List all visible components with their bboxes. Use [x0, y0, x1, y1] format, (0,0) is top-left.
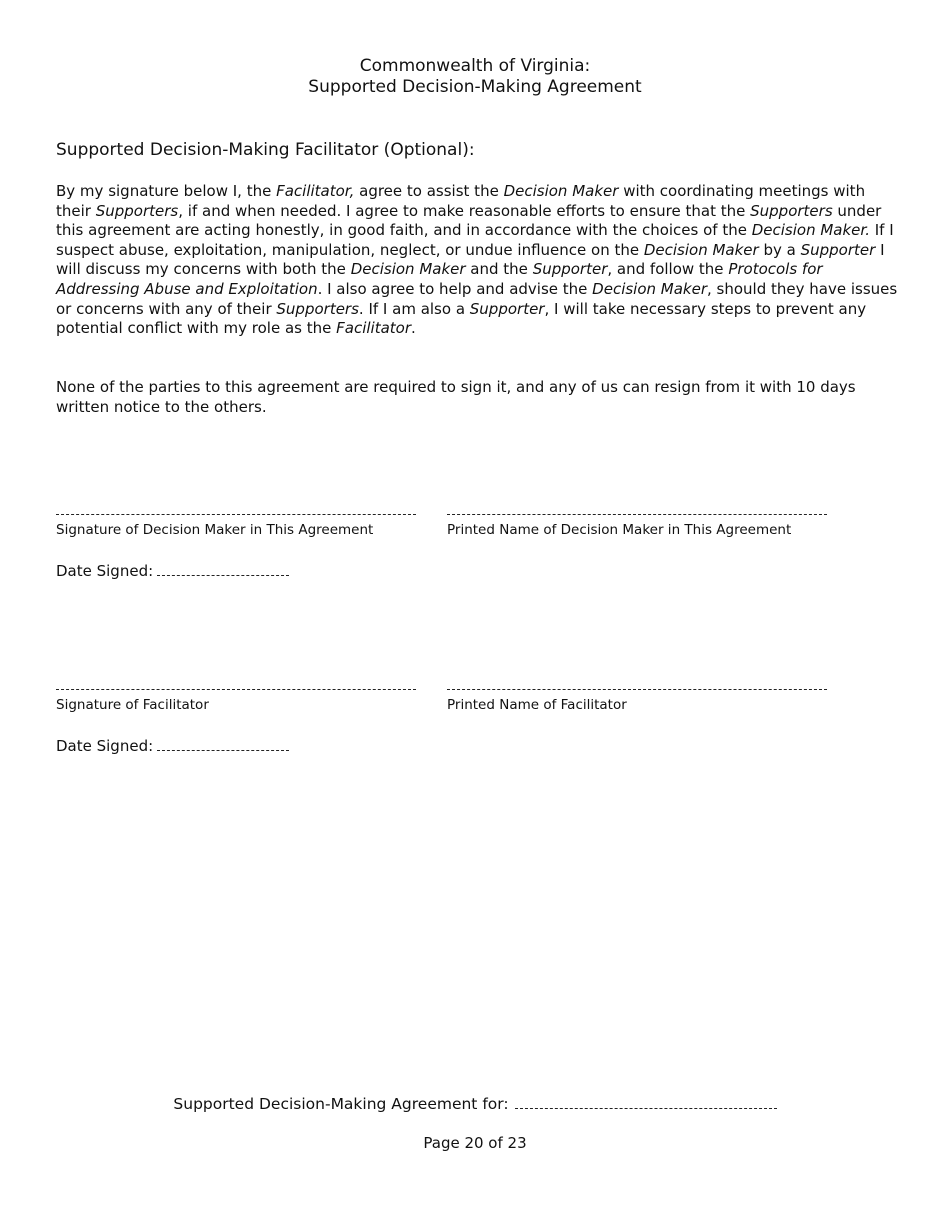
footer-agreement-for-label: Supported Decision-Making Agreement for: — [173, 1095, 509, 1113]
paragraph-text: . If I am also a — [358, 299, 470, 318]
paragraph-text: under this agreement are acting honestly, in good faith, and in accordance with the choices of the — [56, 201, 882, 240]
section-title: Supported Decision-Making Facilitator (Optional): — [56, 140, 475, 160]
footer-agreement-for — [0, 1094, 950, 1114]
paragraph-term: Supporters — [750, 201, 833, 220]
header-line-1: Commonwealth of Virginia: — [359, 56, 591, 76]
decision-maker-printed-name-line[interactable] — [447, 514, 827, 515]
paragraph-term: Decision Maker — [503, 182, 619, 200]
document-header — [0, 56, 950, 98]
paragraph-text: by a — [758, 240, 801, 259]
facilitator-printed-name-line[interactable] — [447, 689, 827, 690]
paragraph-term: Decision Maker — [350, 260, 466, 279]
paragraph-term: Decision Maker. — [751, 221, 870, 240]
paragraph-text: , should they have issues or concerns with any of their — [56, 279, 898, 318]
paragraph-text: . I also agree to help and advise the — [317, 279, 593, 298]
decision-maker-printed-name-label: Printed Name of Decision Maker in This Agreement — [447, 522, 792, 538]
paragraph-text: , and follow the — [607, 260, 729, 279]
paragraph-term: Facilitator — [336, 319, 411, 338]
paragraph-text: By my signature below I, the — [56, 182, 277, 200]
decision-maker-date-label: Date Signed: — [56, 562, 154, 580]
paragraph-text: with coordinating meetings with their — [56, 182, 866, 220]
paragraph-text: agree to assist the — [354, 182, 504, 200]
paragraph-text: If I suspect abuse, exploitation, manipulation, neglect, or undue influence on the — [56, 221, 894, 259]
decision-maker-signature-line[interactable] — [56, 514, 416, 515]
page-number: Page 20 of 23 — [423, 1134, 527, 1152]
facilitator-agreement-paragraph — [56, 182, 898, 339]
facilitator-date-label: Date Signed: — [56, 737, 154, 755]
facilitator-printed-name-label: Printed Name of Facilitator — [447, 697, 627, 713]
resignation-paragraph: None of the parties to this agreement are required to sign it, and any of us can resign from it with 10 days written notice to the others. — [56, 378, 856, 416]
paragraph-text: I will discuss my concerns with both the — [56, 240, 885, 279]
decision-maker-date-field[interactable] — [157, 561, 289, 576]
paragraph-term: Supporter — [800, 240, 876, 259]
paragraph-term: Supporter — [532, 260, 608, 279]
paragraph-term: Supporters — [95, 201, 179, 220]
paragraph-term: Supporter — [469, 299, 545, 318]
header-line-2: Supported Decision-Making Agreement — [308, 77, 642, 97]
paragraph-term: Decision Maker — [592, 279, 708, 298]
footer-agreement-for-field[interactable] — [515, 1094, 777, 1109]
paragraph-term: Protocols for Addressing Abuse and Exploitation — [56, 260, 823, 298]
facilitator-signature-label: Signature of Facilitator — [56, 697, 209, 713]
paragraph-term: Facilitator, — [276, 182, 355, 200]
paragraph-text: , if and when needed. I agree to make reasonable efforts to ensure that the — [178, 201, 751, 220]
facilitator-signature-line[interactable] — [56, 689, 416, 690]
facilitator-date-field[interactable] — [157, 736, 289, 751]
paragraph-text: . — [411, 319, 416, 338]
paragraph-term: Supporters — [276, 299, 359, 318]
paragraph-text: , I will take necessary steps to prevent any potential conflict with my role as the — [56, 299, 867, 338]
paragraph-term: Decision Maker — [643, 240, 759, 259]
decision-maker-signature-label: Signature of Decision Maker in This Agreement — [56, 522, 374, 538]
facilitator-date-row — [56, 736, 289, 756]
paragraph-text: and the — [465, 260, 533, 279]
decision-maker-date-row — [56, 561, 289, 581]
